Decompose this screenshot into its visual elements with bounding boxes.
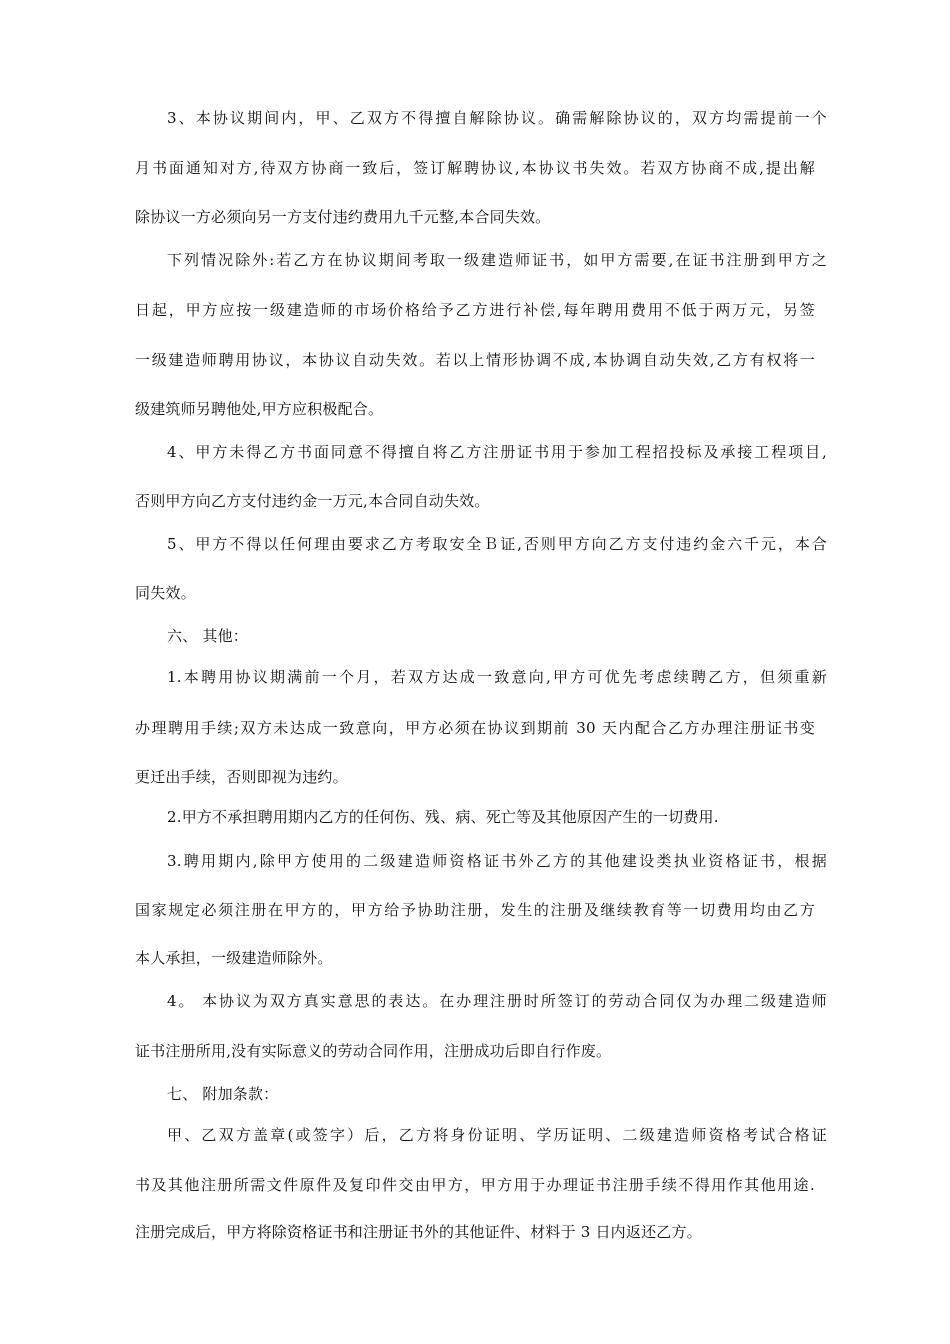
text-line: 本人承担，一级建造师除外。 bbox=[135, 949, 333, 967]
text-line: 办理聘用手续;双方未达成一致意向，甲方必须在协议到期前 30 天内配合乙方办理注册证书变 bbox=[135, 719, 815, 737]
section-heading: 六、 其他： bbox=[167, 627, 248, 645]
text-line: 否则甲方向乙方支付违约金一万元,本合同自动失效。 bbox=[135, 492, 490, 510]
text-line: 级建筑师另聘他处,甲方应积极配合。 bbox=[135, 400, 384, 418]
text-line: 4、甲方未得乙方书面同意不得擅自将乙方注册证书用于参加工程招投标及承接工程项目, bbox=[167, 443, 827, 461]
text-line: 3.聘用期内,除甲方使用的二级建造师资格证书外乙方的其他建设类执业资格证书，根据 bbox=[167, 852, 827, 870]
text-line: 证书注册所用,没有实际意义的劳动合同作用，注册成功后即自行作废。 bbox=[135, 1042, 612, 1060]
text-line: 一级建造师聘用协议，本协议自动失效。若以上情形协调不成,本协调自动失效,乙方有权将一 bbox=[135, 351, 815, 369]
text-line: 5、甲方不得以任何理由要求乙方考取安全Ｂ证,否则甲方向乙方支付违约金六千元，本合 bbox=[167, 535, 827, 553]
text-line: 国家规定必须注册在甲方的，甲方给予协助注册，发生的注册及继续教育等一切费用均由乙方 bbox=[135, 901, 815, 919]
text-line: 同失效。 bbox=[135, 584, 196, 602]
text-line: 更迁出手续，否则即视为违约。 bbox=[135, 768, 348, 786]
text-line: 3、本协议期间内，甲、乙双方不得擅自解除协议。确需解除协议的，双方均需提前一个 bbox=[167, 109, 827, 127]
text-line: 4。 本协议为双方真实意思的表达。在办理注册时所签订的劳动合同仅为办理二级建造师 bbox=[167, 992, 827, 1010]
text-line: 1.本聘用协议期满前一个月，若双方达成一致意向,甲方可优先考虑续聘乙方，但须重新 bbox=[167, 668, 827, 686]
text-line: 下列情况除外:若乙方在协议期间考取一级建造师证书，如甲方需要,在证书注册到甲方之 bbox=[167, 251, 827, 269]
text-line: 月书面通知对方,待双方协商一致后，签订解聘协议,本协议书失效。若双方协商不成,提出解 bbox=[135, 159, 815, 177]
text-line: 书及其他注册所需文件原件及复印件交由甲方，甲方用于办理证书注册手续不得用作其他用途. bbox=[135, 1176, 815, 1194]
text-line: 2.甲方不承担聘用期内乙方的任何伤、残、病、死亡等及其他原因产生的一切费用. bbox=[167, 808, 719, 826]
text-line: 除协议一方必须向另一方支付违约费用九千元整,本合同失效。 bbox=[135, 208, 551, 226]
text-line: 日起，甲方应按一级建造师的市场价格给予乙方进行补偿,每年聘用费用不低于两万元，另签 bbox=[135, 301, 815, 319]
text-line: 甲、乙双方盖章(或签字）后，乙方将身份证明、学历证明、二级建造师资格考试合格证 bbox=[167, 1126, 827, 1144]
text-line: 注册完成后，甲方将除资格证书和注册证书外的其他证件、材料于 3 日内返还乙方。 bbox=[135, 1223, 702, 1241]
section-heading: 七、 附加条款： bbox=[167, 1085, 279, 1103]
